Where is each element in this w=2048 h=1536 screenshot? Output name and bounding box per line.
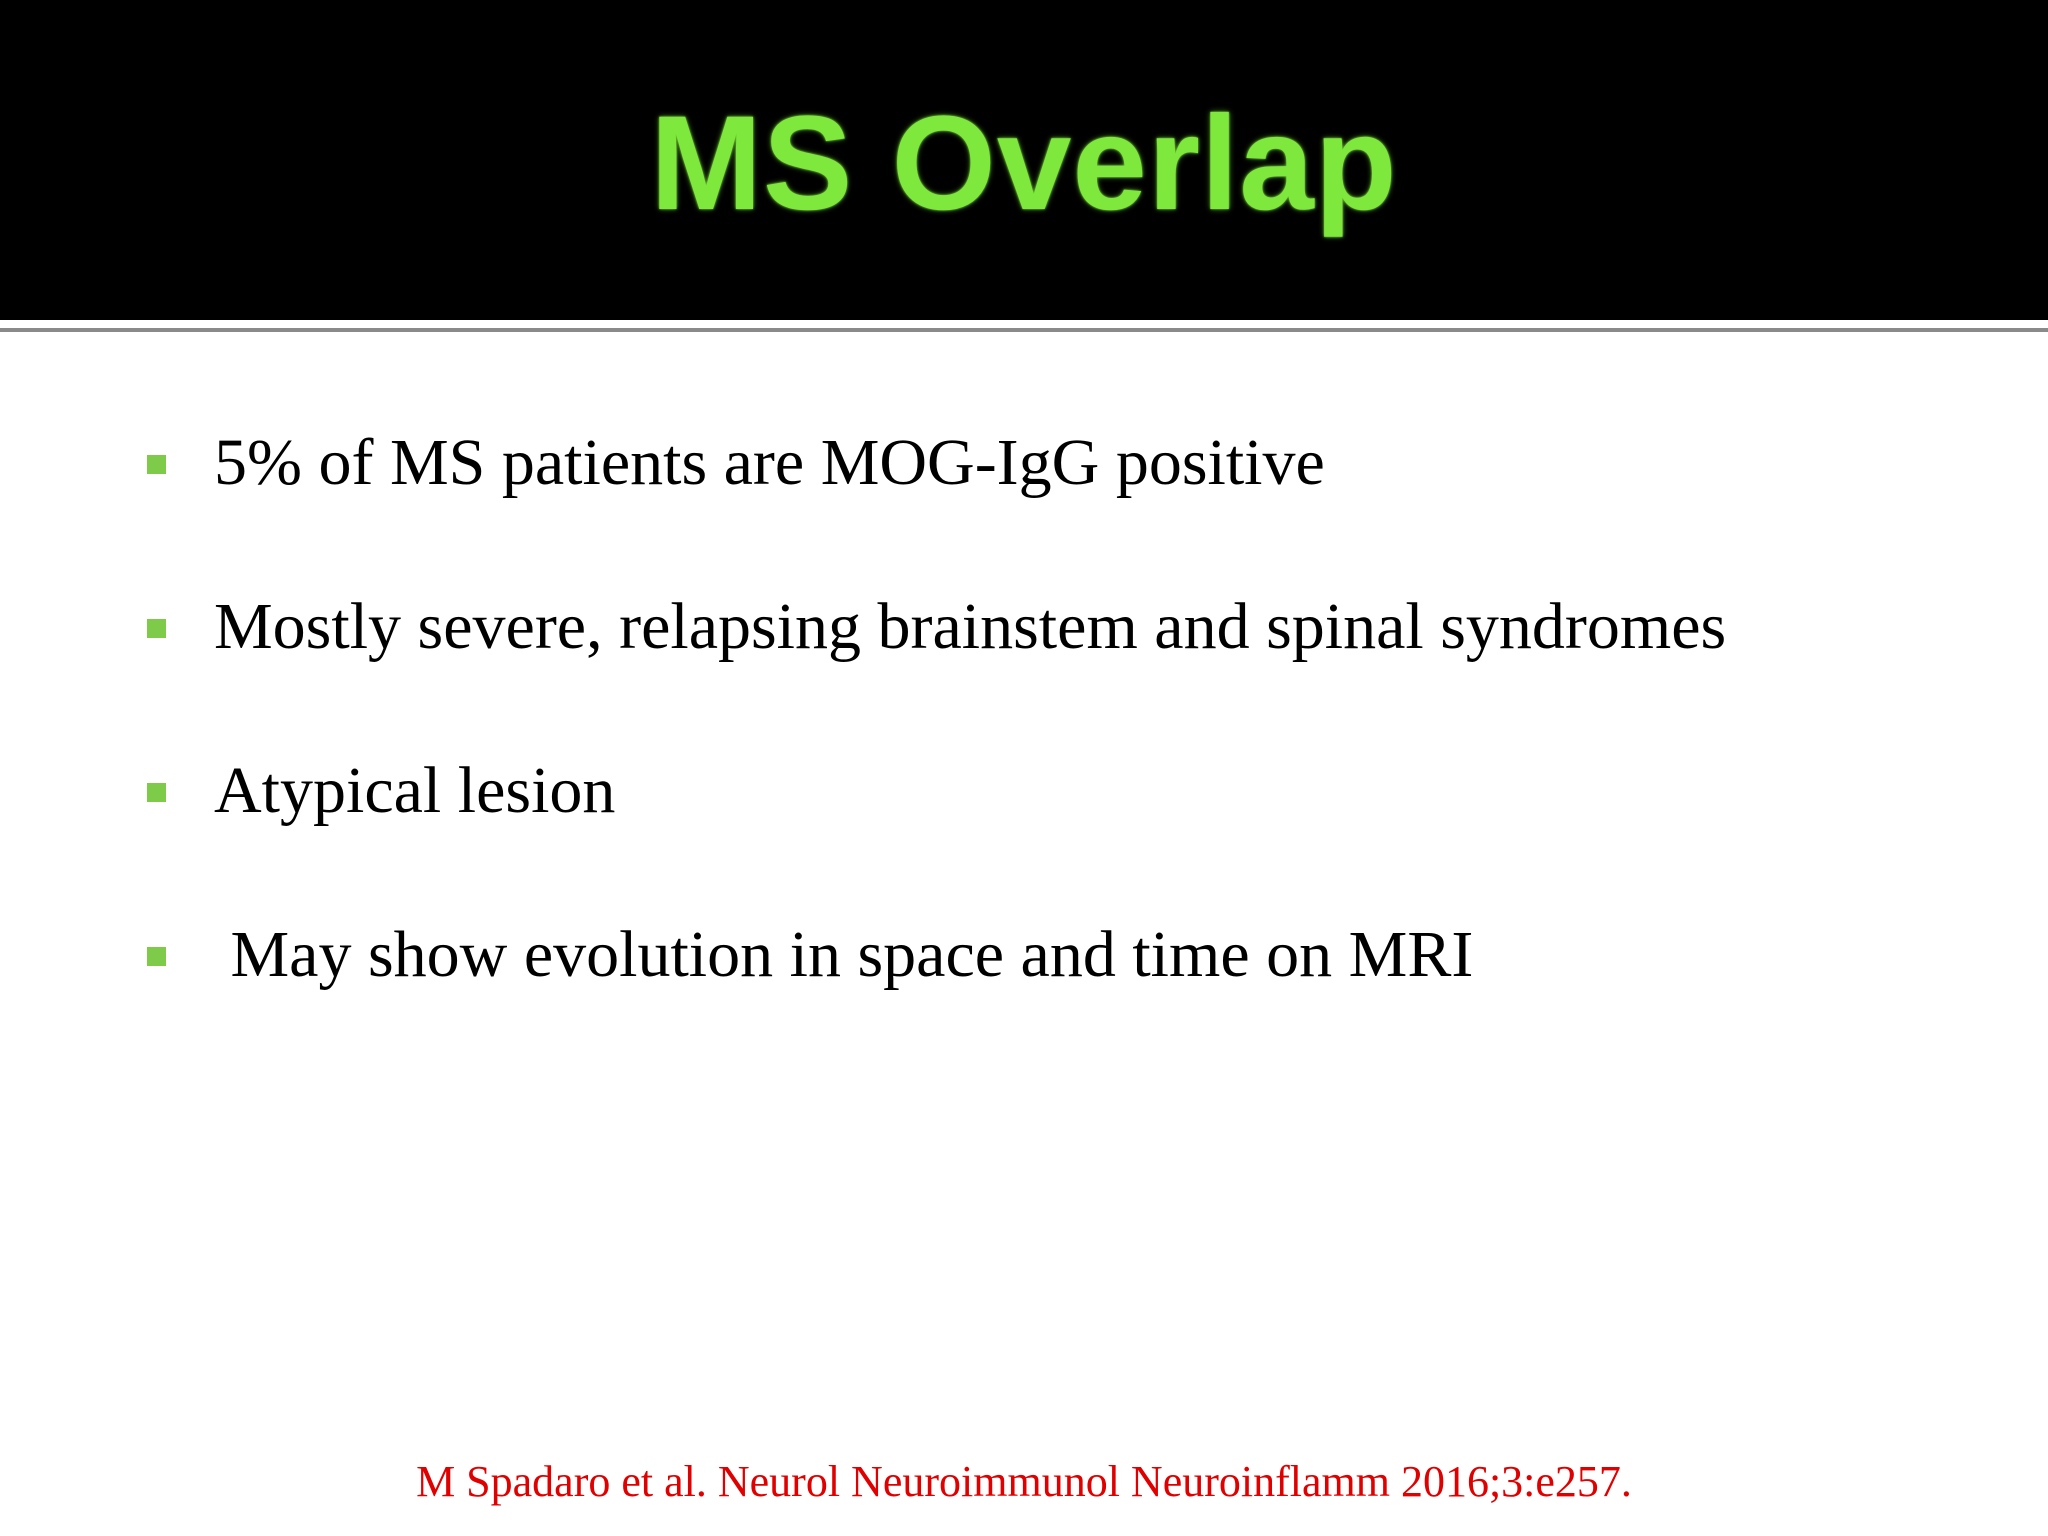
slide-title: MS Overlap bbox=[650, 88, 1398, 238]
bullet-text: May show evolution in space and time on MRI bbox=[214, 918, 1474, 991]
bullet-text: Atypical lesion bbox=[214, 754, 616, 827]
list-item bbox=[0, 746, 2048, 836]
square-bullet-icon bbox=[147, 455, 166, 474]
list-item bbox=[0, 418, 2048, 508]
bullet-text: Mostly severe, relapsing brainstem and spinal syndromes bbox=[214, 590, 1727, 663]
list-item bbox=[0, 910, 2048, 1000]
title-divider bbox=[0, 328, 2048, 332]
list-item bbox=[0, 582, 2048, 672]
square-bullet-icon bbox=[147, 947, 166, 966]
bullet-text: 5% of MS patients are MOG-IgG positive bbox=[214, 426, 1325, 499]
square-bullet-icon bbox=[147, 783, 166, 802]
square-bullet-icon bbox=[147, 619, 166, 638]
citation: M Spadaro et al. Neurol Neuroimmunol Neuroinflamm 2016;3:e257. bbox=[416, 1457, 1632, 1506]
